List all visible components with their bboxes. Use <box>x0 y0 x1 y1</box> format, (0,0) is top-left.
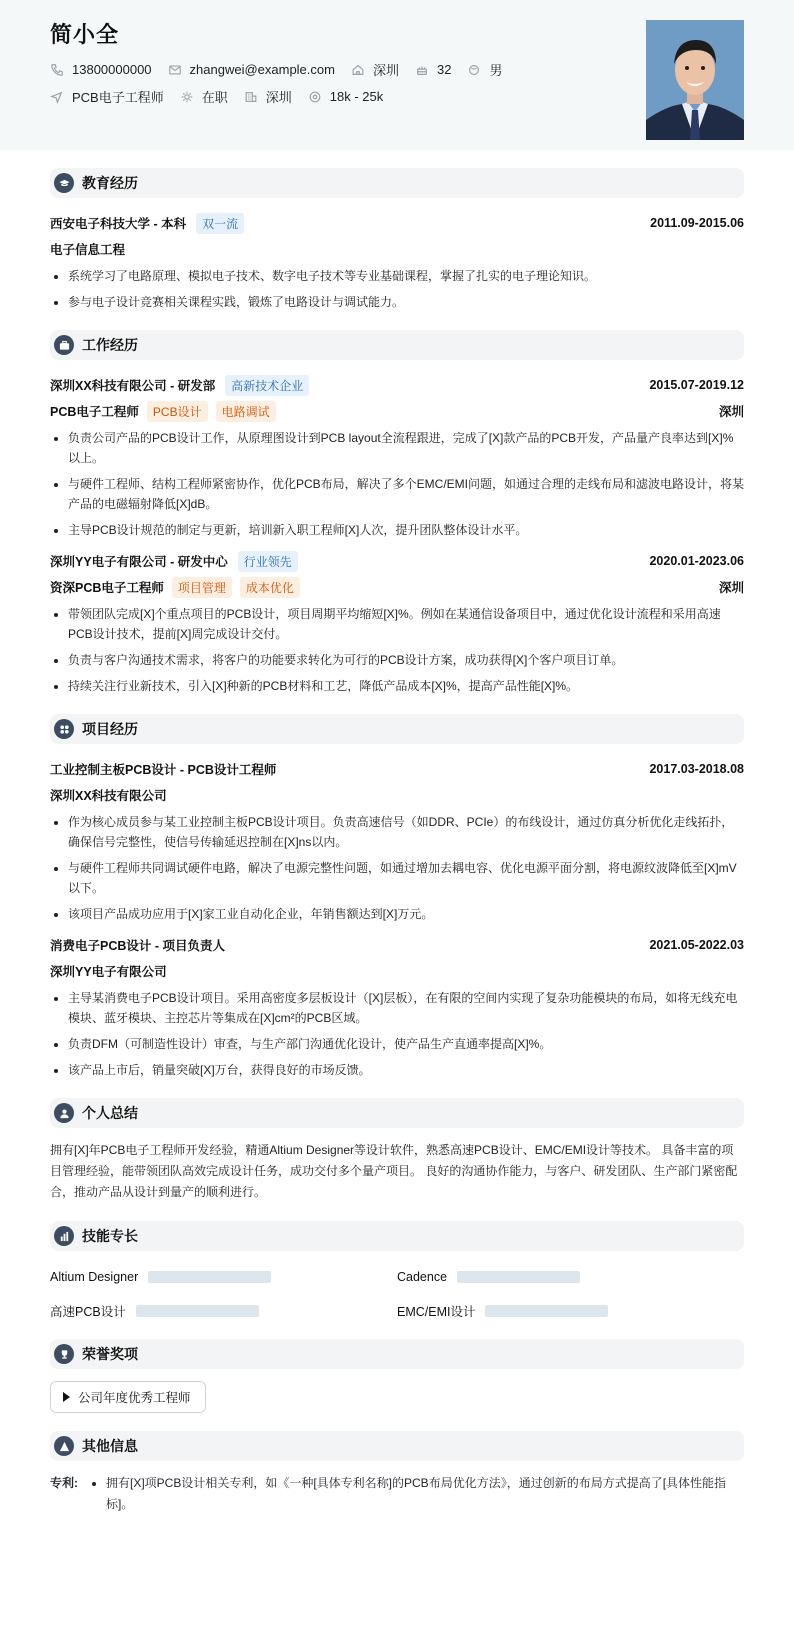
project-company: 深圳YY电子有限公司 <box>50 965 167 979</box>
project-date: 2021.05-2022.03 <box>649 938 744 952</box>
role-name: 资深PCB电子工程师 <box>50 581 164 595</box>
play-icon <box>63 1392 70 1402</box>
major-name: 电子信息工程 <box>50 243 126 257</box>
work-city: 深圳 <box>718 581 744 595</box>
project-date: 2017.03-2018.08 <box>649 762 744 776</box>
list-item: • 系统学习了电路原理、模拟电子技术、数字电子技术等专业基础课程，掌握了扎实的电子理论知识。 <box>68 266 744 286</box>
briefcase-icon <box>54 335 74 355</box>
list-item: • 持续关注行业新技术，引入[X]种新的PCB材料和工艺，降低产品成本[X]%，提高产品性能[X]%。 <box>68 676 744 696</box>
section-other <box>50 1431 744 1461</box>
send-icon <box>50 90 64 104</box>
summary-text: 拥有[X]年PCB电子工程师开发经验，精通Altium Designer等设计软件，熟悉高速PCB设计、EMC/EMI设计等技术。 具备丰富的项目管理经验，能带领团队高效完成设计任务，成功交付多个量产项目。 良好的沟通协作能力，与客户、研发团队、生产部门紧密配合，推动产品从设计到量产的顺利进行。 <box>50 1143 738 1199</box>
resume-body <box>50 150 744 1515</box>
gender-value: 男 <box>489 63 503 78</box>
skill-tag: PCB设计 <box>147 401 208 422</box>
role-row <box>50 574 744 600</box>
email-value: zhangwei@example.com <box>189 62 335 77</box>
project-company-row <box>50 782 744 808</box>
profile-photo <box>646 20 744 140</box>
education-date: 2011.09-2015.06 <box>650 216 744 230</box>
building-icon <box>244 90 258 104</box>
work-date: 2015.07-2019.12 <box>649 378 744 392</box>
city-item <box>244 87 292 106</box>
skill-item <box>50 1267 397 1287</box>
work-date: 2020.01-2023.06 <box>649 554 744 568</box>
trophy-icon <box>54 1344 74 1364</box>
project-company-row <box>50 958 744 984</box>
work-header-row <box>50 372 744 398</box>
skill-bar <box>485 1305 608 1317</box>
section-title-text: 其他信息 <box>82 1438 138 1454</box>
resume-header <box>0 0 794 150</box>
section-title-text: 荣誉奖项 <box>82 1346 138 1362</box>
project-header-row <box>50 756 744 782</box>
gender-item <box>467 60 502 79</box>
section-education <box>50 168 744 198</box>
phone-value: 13800000000 <box>72 62 152 77</box>
section-skills <box>50 1221 744 1251</box>
project-entry <box>50 932 744 1080</box>
skills-grid <box>50 1263 744 1321</box>
skill-tag: 成本优化 <box>240 577 300 598</box>
section-work <box>50 330 744 360</box>
education-entry <box>50 210 744 312</box>
role-name: PCB电子工程师 <box>50 405 139 419</box>
education-header-row <box>50 210 744 236</box>
phone-item <box>50 62 152 77</box>
education-bullets <box>50 266 744 312</box>
medal-icon <box>54 1226 74 1246</box>
graduation-cap-icon <box>54 173 74 193</box>
age-icon <box>415 63 429 77</box>
home-icon <box>351 63 365 77</box>
list-item: • 主导PCB设计规范的制定与更新，培训新入职工程师[X]人次，提升团队整体设计水平。 <box>68 520 744 540</box>
patent-label: 专利: <box>50 1476 78 1490</box>
job-row <box>50 87 399 106</box>
school-tag: 双一流 <box>196 213 244 234</box>
job-title-item <box>50 87 164 106</box>
company-tag: 行业领先 <box>238 551 298 572</box>
company-name: 深圳YY电子有限公司 - 研发中心 <box>50 555 228 569</box>
skill-item <box>397 1267 744 1287</box>
patent-row <box>50 1473 744 1515</box>
list-item: • 拥有[X]项PCB设计相关专利，如《一种[具体专利名称]的PCB布局优化方法》，通过创新的布局方式提高了[具体性能指标]。 <box>106 1473 744 1515</box>
section-title-text: 教育经历 <box>82 175 138 191</box>
list-item: • 参与电子设计竞赛相关课程实践，锻炼了电路设计与调试能力。 <box>68 292 744 312</box>
list-item: • 带领团队完成[X]个重点项目的PCB设计，项目周期平均缩短[X]%。例如在某通信设备项目中，通过优化设计流程和采用高速PCB设计技术，提前[X]周完成设计交付。 <box>68 604 744 644</box>
age-item <box>415 62 451 77</box>
list-item: • 负责与客户沟通技术需求，将客户的功能要求转化为可行的PCB设计方案，成功获得[X]个客户项目订单。 <box>68 650 744 670</box>
salary-icon <box>308 90 322 104</box>
location-item <box>351 60 399 79</box>
gender-icon <box>467 63 481 77</box>
project-header-row <box>50 932 744 958</box>
skill-bar <box>457 1271 580 1283</box>
award-item[interactable] <box>50 1381 206 1413</box>
phone-icon <box>50 63 64 77</box>
skill-bar <box>148 1271 271 1283</box>
role-row <box>50 398 744 424</box>
skill-tag: 电路调试 <box>216 401 276 422</box>
work-bullets <box>50 428 744 540</box>
mail-icon <box>168 63 182 77</box>
email-item <box>168 62 335 77</box>
work-city: 深圳 <box>718 405 744 419</box>
major-row <box>50 236 744 262</box>
skill-name: Cadence <box>397 1270 448 1284</box>
salary-value: 18k - 25k <box>329 89 384 104</box>
skill-item <box>50 1301 397 1321</box>
skill-tag: 项目管理 <box>172 577 232 598</box>
skill-name: 高速PCB设计 <box>50 1305 126 1319</box>
list-item: • 作为核心成员参与某工业控制主板PCB设计项目。负责高速信号（如DDR、PCIe）的布线设计，通过仿真分析优化走线拓扑，确保信号完整性，使信号传输延迟控制在[X]ns以内。 <box>68 812 744 852</box>
work-header-row <box>50 548 744 574</box>
school-name: 西安电子科技大学 - 本科 <box>50 217 187 231</box>
info-icon <box>54 1436 74 1456</box>
work-entry <box>50 372 744 540</box>
section-title-text: 工作经历 <box>82 337 138 353</box>
city-value: 深圳 <box>265 90 292 105</box>
skill-name: Altium Designer <box>50 1270 139 1284</box>
list-item: • 与硬件工程师、结构工程师紧密协作，优化PCB布局，解决了多个EMC/EMI问题，如通过合理的走线布局和滤波电路设计，将某产品的电磁辐射降低[X]dB。 <box>68 474 744 514</box>
status-icon <box>180 90 194 104</box>
list-item: • 主导某消费电子PCB设计项目。采用高密度多层板设计（[X]层板），在有限的空间内实现了复杂功能模块的布局，如将无线充电模块、蓝牙模块、主控芯片等集成在[X]cm²的PCB区域。 <box>68 988 744 1028</box>
list-item: • 该项目产品成功应用于[X]家工业自动化企业，年销售额达到[X]万元。 <box>68 904 744 924</box>
project-bullets <box>50 988 744 1080</box>
salary-item <box>308 89 383 104</box>
age-value: 32 <box>436 62 452 77</box>
company-tag: 高新技术企业 <box>225 375 309 396</box>
project-bullets <box>50 812 744 924</box>
skill-item <box>397 1301 744 1321</box>
list-item: • 负责公司产品的PCB设计工作，从原理图设计到PCB layout全流程跟进，完成了[X]款产品的PCB开发，产品量产良率达到[X]%以上。 <box>68 428 744 468</box>
skill-bar <box>136 1305 259 1317</box>
section-projects <box>50 714 744 744</box>
contact-row <box>50 60 518 79</box>
project-entry <box>50 756 744 924</box>
section-title-text: 项目经历 <box>82 721 138 737</box>
status-value: 在职 <box>201 90 228 105</box>
section-title-text: 技能专长 <box>82 1228 138 1244</box>
skill-name: EMC/EMI设计 <box>397 1305 476 1319</box>
section-awards <box>50 1339 744 1369</box>
list-item: • 与硬件工程师共同调试硬件电路，解决了电源完整性问题，如通过增加去耦电容、优化电源平面分割，将电源纹波降低至[X]mV以下。 <box>68 858 744 898</box>
section-summary <box>50 1098 744 1128</box>
list-item: • 该产品上市后，销量突破[X]万台，获得良好的市场反馈。 <box>68 1060 744 1080</box>
patent-list <box>88 1473 744 1515</box>
job-title-value: PCB电子工程师 <box>72 90 164 105</box>
work-entry <box>50 548 744 696</box>
status-item <box>180 87 228 106</box>
work-bullets <box>50 604 744 696</box>
project-name: 消费电子PCB设计 - 项目负责人 <box>50 939 226 953</box>
project-company: 深圳XX科技有限公司 <box>50 789 167 803</box>
project-name: 工业控制主板PCB设计 - PCB设计工程师 <box>50 763 277 777</box>
user-icon <box>54 1103 74 1123</box>
list-item: • 负责DFM（可制造性设计）审查，与生产部门沟通优化设计，使产品生产直通率提高[X]%。 <box>68 1034 744 1054</box>
section-title-text: 个人总结 <box>82 1105 138 1121</box>
location-value: 深圳 <box>372 63 399 78</box>
company-name: 深圳XX科技有限公司 - 研发部 <box>50 379 216 393</box>
grid-icon <box>54 719 74 739</box>
candidate-name: 简小全 <box>50 22 120 47</box>
award-name: 公司年度优秀工程师 <box>78 1391 191 1405</box>
